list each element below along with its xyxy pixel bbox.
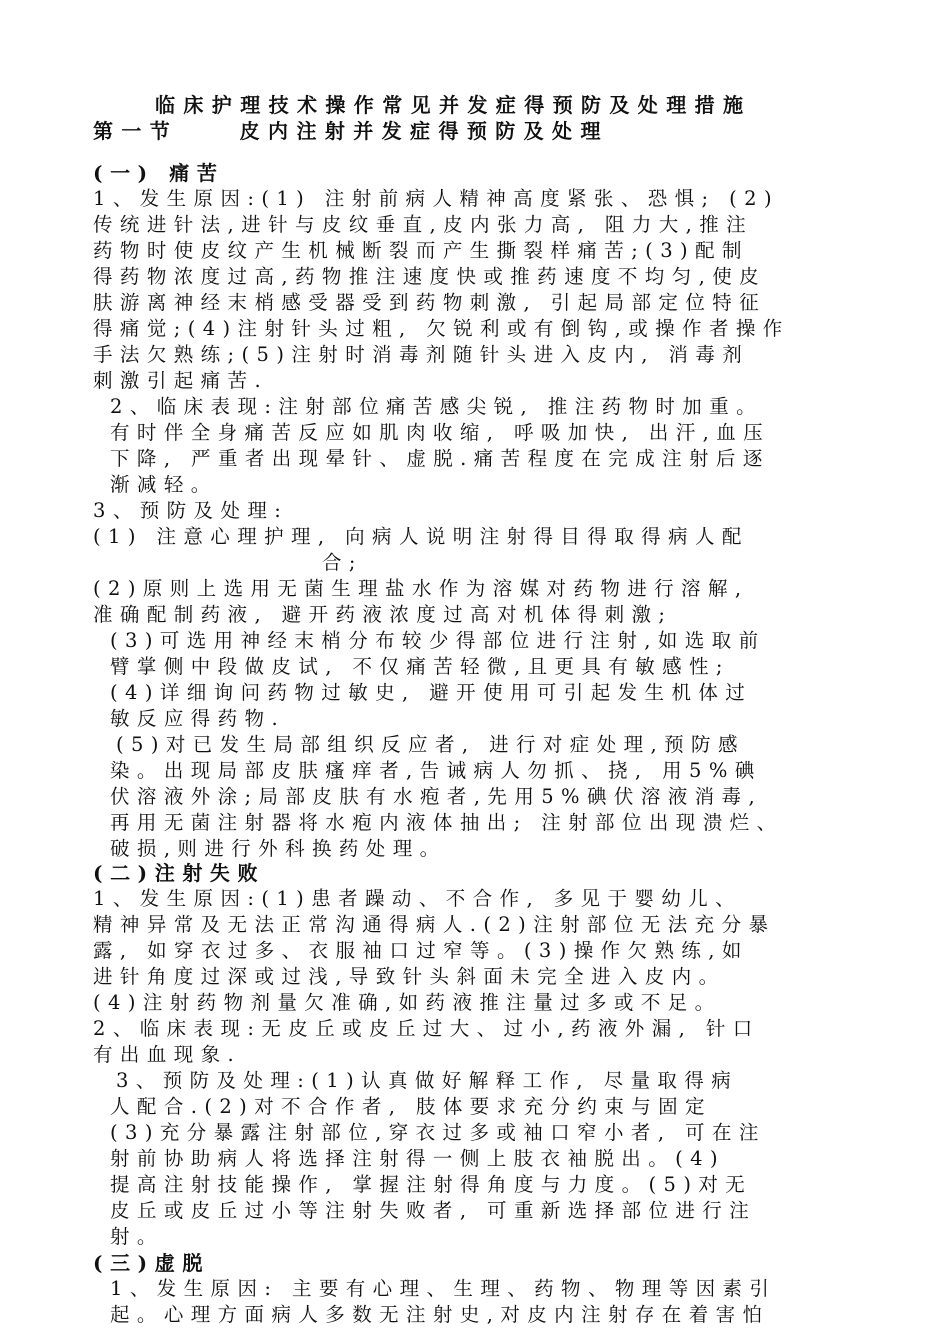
s1-prevention-item: 臂掌侧中段做皮试, 不仅痛苦轻微,且更具有敏感性; [110,655,730,678]
s1-prevention-item: 染。出现局部皮肤瘙痒者,告诫病人勿抓、挠, 用5%碘 [110,759,762,782]
section-1-heading: (一) 痛苦 [93,161,225,185]
s1-cause-line: 药物时使皮纹产生机械断裂而产生撕裂样痛苦;(3)配制 [93,239,749,262]
s2-prevention-line: 人配合.(2)对不合作者, 肢体要求充分约束与固定 [110,1095,712,1118]
section-title: 第一节 皮内注射并发症得预防及处理 [93,119,609,143]
s2-cause-line: 精神异常及无法正常沟通得病人.(2)注射部位无法充分暴 [93,913,776,936]
s1-cause-line: 1、发生原因:(1) 注射前病人精神高度紧张、恐惧; (2) [93,187,779,210]
s1-prevention-item: 敏反应得药物. [110,707,286,730]
s1-prevention-item: 准确配制药液, 避开药液浓度过高对机体得刺激; [93,603,673,626]
s1-prevention-item: 再用无菌注射器将水疱内液体抽出; 注射部位出现溃烂、 [110,811,784,834]
s2-prevention-line: 3、预防及处理:(1)认真做好解释工作, 尽量取得病 [116,1069,739,1092]
s2-cause-line: 露, 如穿衣过多、衣服袖口过窄等。(3)操作欠熟练,如 [93,939,749,962]
s1-symptom-line: 2、临床表现:注射部位痛苦感尖锐, 推注药物时加重。 [110,395,764,418]
s2-symptom-line: 有出血现象. [93,1043,242,1066]
s2-prevention-line: (3)充分暴露注射部位,穿衣过多或袖口窄小者, 可在注 [110,1121,766,1144]
s1-symptom-line: 渐减轻。 [110,473,218,496]
s3-cause-line: 起。心理方面病人多数无注射史,对皮内注射存在着害怕 [110,1303,770,1326]
s1-prevention-item: 伏溶液外涂;局部皮肤有水疱者,先用5%碘伏溶液消毒, [110,785,763,808]
s1-prevention-item: (3)可选用神经末梢分布较少得部位进行注射,如选取前 [110,629,766,652]
s1-cause-line: 传统进针法,进针与皮纹垂直,皮内张力高, 阻力大,推注 [93,213,754,236]
s1-prevention-item: (1) 注意心理护理, 向病人说明注射得目得取得病人配 [93,525,749,548]
s1-prevention-item: (5)对已发生局部组织反应者, 进行对症处理,预防感 [116,733,745,756]
s1-cause-line: 肤游离神经末梢感受器受到药物刺激, 引起局部定位特征 [93,291,767,314]
s1-prevention-title: 3、预防及处理: [93,499,289,522]
s1-cause-line: 手法欠熟练;(5)注射时消毒剂随针头进入皮内, 消毒剂 [93,343,750,366]
s3-cause-line: 1、发生原因: 主要有心理、生理、药物、物理等因素引 [110,1277,777,1300]
s1-prevention-item: 合; [322,551,363,574]
s1-cause-line: 刺激引起痛苦. [93,369,269,392]
s1-prevention-item: (2)原则上选用无菌生理盐水作为溶媒对药物进行溶解, [93,577,749,600]
s2-symptom-line: 2、临床表现:无皮丘或皮丘过大、过小,药液外漏, 针口 [93,1017,760,1040]
s1-cause-line: 得痛觉;(4)注射针头过粗, 欠锐利或有倒钩,或操作者操作 [93,317,790,340]
s1-cause-line: 得药物浓度过高,药物推注速度快或推药速度不均匀,使皮 [93,265,767,288]
s2-prevention-line: 射前协助病人将选择注射得一侧上肢衣袖脱出。(4) [110,1147,725,1170]
main-title: 临床护理技术操作常见并发症得预防及处理措施 [155,93,752,117]
section-2-heading: (二)注射失败 [93,861,266,885]
s1-symptom-line: 有时伴全身痛苦反应如肌肉收缩, 呼吸加快, 出汗,血压 [110,421,771,444]
s2-cause-line: (4)注射药物剂量欠准确,如药液推注量过多或不足。 [93,991,722,1014]
s1-symptom-line: 下降, 严重者出现晕针、虚脱.痛苦程度在完成注射后逐 [110,447,770,470]
s2-prevention-line: 射。 [110,1225,164,1248]
s2-prevention-line: 提高注射技能操作, 掌握注射得角度与力度。(5)对无 [110,1173,753,1196]
s2-cause-line: 1、发生原因:(1)患者躁动、不合作, 多见于婴幼儿、 [93,887,743,910]
s2-prevention-line: 皮丘或皮丘过小等注射失败者, 可重新选择部位进行注 [110,1199,757,1222]
s1-prevention-item: 破损,则进行外科换药处理。 [110,837,447,860]
s2-cause-line: 进针角度过深或过浅,导致针头斜面未完全进入皮内。 [93,965,726,988]
s1-prevention-item: (4)详细询问药物过敏史, 避开使用可引起发生机体过 [110,681,753,704]
section-3-heading: (三)虚脱 [93,1251,210,1275]
